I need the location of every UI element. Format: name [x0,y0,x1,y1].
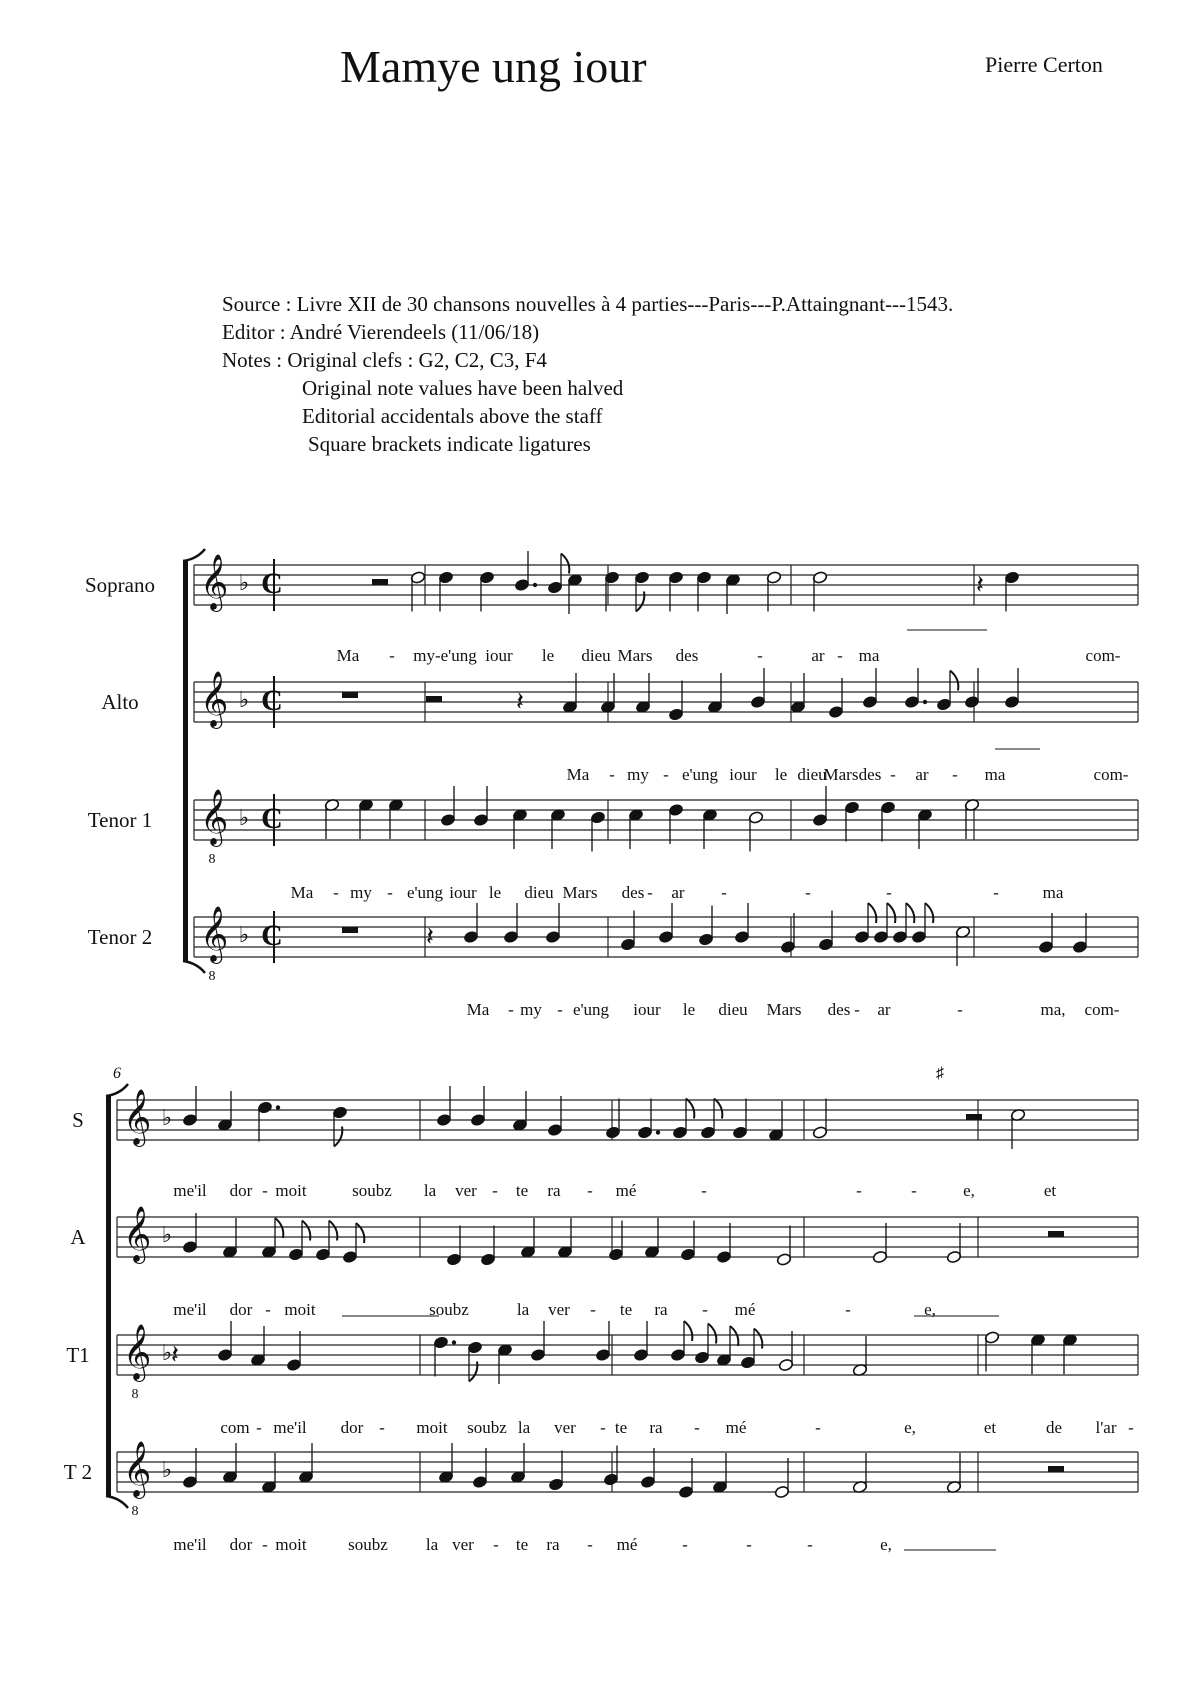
lyric-syllable: des [675,646,699,665]
lyric-syllable: mé [616,1535,638,1554]
part-name: S [72,1108,84,1132]
rest-icon [966,1114,982,1120]
lyric-syllable: - [805,883,811,902]
lyric-syllable: - [389,646,395,665]
lyric-syllable: ra [649,1418,663,1437]
lyric-syllable: dieu [797,765,827,784]
treble-clef-icon: 𝄞 [200,908,229,961]
cut-time-icon: C [261,802,283,835]
augmentation-dot [452,1340,456,1344]
rest-icon [1048,1231,1064,1237]
rest-icon [426,696,442,702]
lyric-syllable: - [746,1535,752,1554]
treble-clef-icon: 𝄞 [123,1443,152,1496]
lyric-syllable: - [694,1418,700,1437]
bracket-bottom-hook [106,1496,128,1508]
quarter-rest-icon: 𝄽 [171,1340,179,1369]
lyric-syllable: - [557,1000,563,1019]
lyric-syllable: - [952,765,958,784]
treble-clef-icon: 𝄞 [200,673,229,726]
lyric-syllable: le [541,646,555,665]
lyric-syllable: - [1128,1418,1134,1437]
treble-clef-icon: 𝄞 [123,1208,152,1261]
lyric-syllable: ra [546,1535,560,1554]
lyric-syllable: soubz [467,1418,507,1437]
note-values-line: Original note values have been halved [302,376,624,400]
quarter-rest-icon: 𝄽 [976,570,984,599]
lyric-syllable: ma [1042,883,1064,902]
cut-time-icon: C [261,684,283,717]
lyric-syllable: dieu [581,646,611,665]
staff-1-1 [85,551,1138,665]
rest-icon [372,579,388,585]
lyric-syllable: - [886,883,892,902]
lyric-syllable: com- [1084,1000,1120,1019]
lyric-syllable: - [663,765,669,784]
system-2 [64,1065,1138,1554]
bracket-bottom-hook [183,961,205,973]
lyric-syllable: e, [963,1181,975,1200]
treble-clef-icon: 𝄞 [200,556,229,609]
lyric-syllable: mé [725,1418,747,1437]
treble-clef-icon: 𝄞 [200,791,229,844]
lyric-syllable: e, [880,1535,892,1554]
lyric-syllable: - [890,765,896,784]
lyric-syllable: - [379,1418,385,1437]
lyric-syllable: moit [275,1535,307,1554]
rest-icon [342,692,358,698]
treble-clef-icon: 𝄞 [123,1091,152,1144]
note-flag [684,1321,692,1341]
staff-1-2 [101,668,1138,784]
staff-2-3 [66,1321,1138,1437]
part-name: Alto [101,690,139,714]
system-bracket [106,1096,111,1496]
lyric-syllable: dor [229,1300,253,1319]
lyric-syllable: ver [455,1181,477,1200]
lyric-syllable: Mars [766,1000,802,1019]
lyric-syllable: - [600,1418,606,1437]
flat-key-icon: ♭ [238,922,250,947]
octave-8-marker: 8 [208,852,216,867]
lyric-syllable: Mars [617,646,653,665]
lyric-syllable: ver [554,1418,576,1437]
accidentals-line: Editorial accidentals above the staff [302,404,603,428]
lyric-syllable: et [1043,1181,1057,1200]
lyric-syllable: - [587,1535,593,1554]
lyric-syllable: - [757,646,763,665]
lyric-syllable: e'ung [681,765,719,784]
editorial-sharp-icon: ♯ [936,1065,944,1082]
lyric-syllable: me'il [273,1418,307,1437]
note-flag [561,554,569,574]
lyric-syllable: ar [915,765,929,784]
lyric-syllable: ra [654,1300,668,1319]
augmentation-dot [276,1105,280,1109]
lyric-syllable: dor [229,1535,253,1554]
augmentation-dot [533,583,537,587]
staff-2-4 [64,1442,1138,1554]
lyric-syllable: iour [729,765,757,784]
lyric-syllable: Mars [562,883,598,902]
lyric-syllable: - [911,1181,917,1200]
lyric-syllable: - [262,1535,268,1554]
lyric-syllable: com- [1085,646,1121,665]
editor-line: Editor : André Vierendeels (11/06/18) [222,320,540,344]
lyric-syllable: des [827,1000,851,1019]
lyric-syllable: te [515,1181,529,1200]
lyric-syllable: - [493,1535,499,1554]
lyric-syllable: et [983,1418,997,1437]
lyric-syllable: - [721,883,727,902]
lyric-syllable: me'il [173,1535,207,1554]
lyric-syllable: iour [485,646,513,665]
lyric-syllable: e'ung [406,883,444,902]
flat-key-icon: ♭ [161,1457,173,1482]
lyric-syllable: com [220,1418,250,1437]
lyric-syllable: dor [229,1181,253,1200]
lyric-syllable: te [614,1418,628,1437]
rest-icon [1048,1466,1064,1472]
lyric-syllable: - [815,1418,821,1437]
lyric-syllable: Ma [336,646,360,665]
composer-name: Pierre Certon [985,52,1103,77]
flat-key-icon: ♭ [161,1222,173,1247]
lyric-syllable: des [621,883,645,902]
lyric-syllable: - [845,1300,851,1319]
lyric-syllable: le [774,765,788,784]
part-name: T1 [66,1343,90,1367]
lyric-syllable: moit [275,1181,307,1200]
lyric-syllable: ar [671,883,685,902]
note-flag [714,1099,722,1119]
clefs-line: Notes : Original clefs : G2, C2, C3, F4 [222,348,547,372]
lyric-syllable: soubz [429,1300,469,1319]
lyric-syllable: my [350,883,372,902]
lyric-syllable: la [516,1300,530,1319]
lyric-syllable: moit [284,1300,316,1319]
cut-time-icon: C [261,919,283,952]
lyric-syllable: dieu [524,883,554,902]
part-name: Tenor 1 [87,808,153,832]
part-name: A [70,1225,86,1249]
staff-1-3 [88,786,1138,902]
system-bracket [183,561,188,961]
part-name: T 2 [63,1460,93,1484]
lyric-syllable: ra [547,1181,561,1200]
measure-number: 6 [113,1065,121,1082]
lyric-syllable: - [333,883,339,902]
lyric-syllable: ar [811,646,825,665]
flat-key-icon: ♭ [238,570,250,595]
cut-time-icon: C [261,567,283,600]
lyric-syllable: my [627,765,649,784]
flat-key-icon: ♭ [238,805,250,830]
lyric-syllable: Ma [466,1000,490,1019]
lyric-syllable: ver [548,1300,570,1319]
lyric-syllable: soubz [352,1181,392,1200]
lyric-syllable: - [854,1000,860,1019]
part-name: Soprano [85,573,155,597]
lyric-syllable: ma [984,765,1006,784]
lyric-syllable: my [520,1000,542,1019]
lyric-syllable: dieu [718,1000,748,1019]
lyric-syllable: - [647,883,653,902]
lyric-syllable: - [993,883,999,902]
octave-8-marker: 8 [131,1387,139,1402]
system-1 [85,549,1138,1019]
note-flag [925,903,933,923]
lyric-syllable: - [807,1535,813,1554]
lyric-syllable: la [423,1181,437,1200]
staff-2-2 [70,1207,1138,1319]
lyric-syllable: le [682,1000,696,1019]
rest-icon [342,927,358,933]
note-flag [708,1324,716,1344]
lyric-syllable: e, [904,1418,916,1437]
quarter-rest-icon: 𝄽 [516,687,524,716]
lyric-syllable: - [702,1300,708,1319]
note-flag [686,1099,694,1119]
lyric-syllable: - [682,1535,688,1554]
augmentation-dot [656,1130,660,1134]
lyric-syllable: mé [734,1300,756,1319]
note-flag [868,903,876,923]
lyric-syllable: te [515,1535,529,1554]
lyric-syllable: my-e'ung [413,646,477,665]
flat-key-icon: ♭ [161,1105,173,1130]
lyric-syllable: ar [877,1000,891,1019]
lyric-syllable: - [262,1181,268,1200]
note-flag [906,903,914,923]
brackets-line: Square brackets indicate ligatures [308,432,591,456]
lyric-syllable: - [387,883,393,902]
lyric-syllable: iour [449,883,477,902]
lyric-syllable: com- [1093,765,1129,784]
lyric-syllable: te [619,1300,633,1319]
note-flag [730,1326,738,1346]
lyric-syllable: - [590,1300,596,1319]
lyric-syllable: - [609,765,615,784]
lyric-syllable: - [701,1181,707,1200]
lyric-syllable: me'il [173,1300,207,1319]
lyric-syllable: - [508,1000,514,1019]
octave-8-marker: 8 [131,1504,139,1519]
treble-clef-icon: 𝄞 [123,1326,152,1379]
source-line: Source : Livre XII de 30 chansons nouvelles à 4 parties---Paris---P.Attaingnant---1543. [222,292,954,316]
lyric-syllable: soubz [348,1535,388,1554]
lyric-syllable: - [837,646,843,665]
flat-key-icon: ♭ [161,1340,173,1365]
note-flag [887,903,895,923]
lyric-syllable: Ma [566,765,590,784]
lyric-syllable: e, [924,1300,936,1319]
lyric-syllable: moit [416,1418,448,1437]
quarter-rest-icon: 𝄽 [426,922,434,951]
lyric-syllable: ma [858,646,880,665]
lyric-syllable: ma, [1040,1000,1066,1019]
lyric-syllable: - [265,1300,271,1319]
lyric-syllable: la [425,1535,439,1554]
note-flag [275,1218,283,1238]
augmentation-dot [923,700,927,704]
lyric-syllable: me'il [173,1181,207,1200]
octave-8-marker: 8 [208,969,216,984]
lyric-syllable: Ma [290,883,314,902]
lyric-syllable: - [492,1181,498,1200]
lyric-syllable: e'ung [572,1000,610,1019]
lyric-syllable: le [488,883,502,902]
staff-1-4 [88,903,1138,1019]
lyric-syllable: l'ar [1095,1418,1117,1437]
lyric-syllable: dor [340,1418,364,1437]
lyric-syllable: des [858,765,882,784]
lyric-syllable: - [957,1000,963,1019]
lyric-syllable: - [587,1181,593,1200]
note-flag [950,671,958,691]
lyric-syllable: ver [452,1535,474,1554]
staff-2-1 [72,1086,1138,1200]
lyric-syllable: mé [615,1181,637,1200]
lyric-syllable: Mars [823,765,859,784]
lyric-syllable: - [856,1181,862,1200]
lyric-syllable: - [256,1418,262,1437]
lyric-syllable: la [517,1418,531,1437]
flat-key-icon: ♭ [238,687,250,712]
part-name: Tenor 2 [87,925,153,949]
piece-title: Mamye ung iour [340,41,647,92]
lyric-syllable: de [1045,1418,1063,1437]
note-flag [356,1223,364,1243]
lyric-syllable: iour [633,1000,661,1019]
